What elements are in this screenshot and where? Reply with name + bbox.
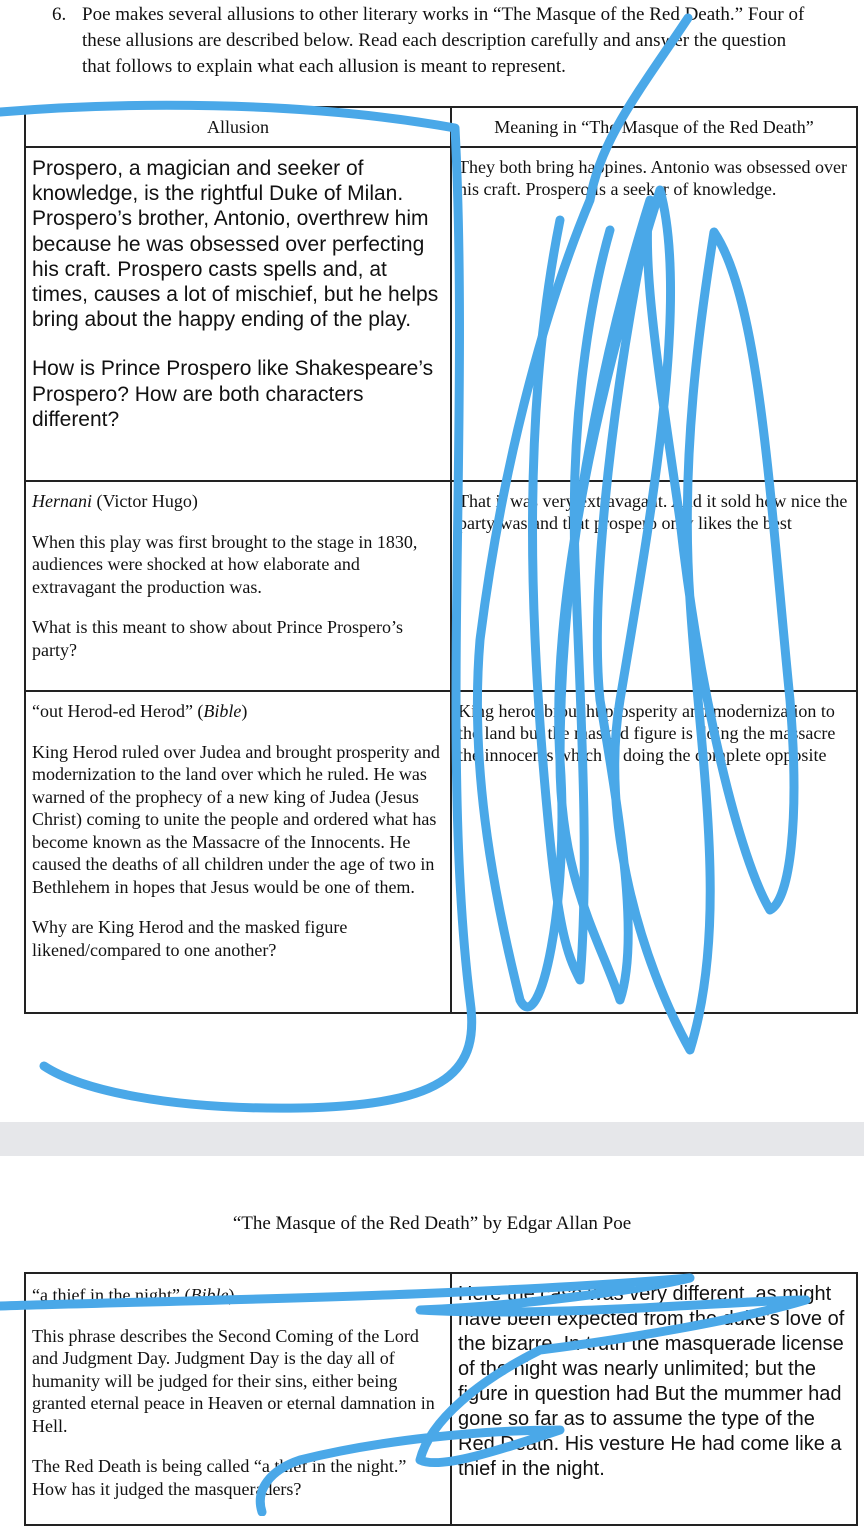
- allusion-question: The Red Death is being called “a thief in the night.” How has it judged the masqueraders?: [32, 1456, 407, 1499]
- allusion-table-continued: [24, 1272, 858, 1526]
- allusion-title: “a thief in the night” (Bible): [32, 1285, 235, 1305]
- table-row: [25, 147, 857, 481]
- table-row: [25, 691, 857, 1013]
- answer-cell[interactable]: [451, 691, 857, 1013]
- table-header-row: [25, 107, 857, 147]
- allusion-description: Prospero, a magician and seeker of knowledge, is the rightful Duke of Milan. Prospero’s brother, Antonio, overthrew him because he was obsessed over perfecting his craft. Prospero casts spells and, at times, causes a lot of mischief, but he helps bring about the happy ending of the play.: [32, 157, 439, 332]
- allusion-question: How is Prince Prospero like Shakespeare’s Prospero? How are both characters different?: [32, 357, 434, 431]
- answer-text: That it was very extravagant. And it sold how nice the party was and that prospero only likes the best: [458, 491, 848, 533]
- page-separator: [0, 1122, 864, 1156]
- document-title: “The Masque of the Red Death” by Edgar Allan Poe: [232, 1213, 632, 1234]
- allusion-question: Why are King Herod and the masked figure likened/compared to one another?: [32, 917, 348, 960]
- header-meaning: Meaning in “The Masque of the Red Death”: [451, 107, 857, 147]
- answer-cell[interactable]: [451, 481, 857, 691]
- header-allusion: Allusion: [25, 107, 451, 147]
- table-row: [25, 1273, 857, 1525]
- answer-text: Here the case was very different, as might have been expected from the duke's love of the bizarre. In truth the masquerade license of the night was nearly unlimited; but the figure in question had But the mummer had gone so far as to assume the type of the Red Death. His vesture He had come like a thief in the night.: [458, 1283, 845, 1480]
- allusion-title: “out Herod-ed Herod” (Bible): [32, 701, 248, 721]
- allusion-description: This phrase describes the Second Coming of the Lord and Judgment Day. Judgment Day is the day all of humanity will be judged for their sins, either being granted eternal peace in Heaven or eternal damnation in Hell.: [32, 1325, 435, 1436]
- allusion-cell: [25, 1273, 451, 1525]
- allusion-cell: [25, 481, 451, 691]
- allusion-cell: [25, 147, 451, 481]
- question-text: Poe makes several allusions to other literary works in “The Masque of the Red Death.” Four of these allusions are described below. Read each description carefully and answer the question that follows to explain what each allusion is meant to represent.: [82, 4, 805, 77]
- allusion-description: King Herod ruled over Judea and brought prosperity and modernization to the land over which he ruled. He was warned of the prophecy of a new king of Judea (Jesus Christ) coming to unite the people and ordered what has become known as the Massacre of the Innocents. He caused the deaths of all children under the age of two in Bethlehem in hopes that Jesus would be one of them.: [32, 741, 440, 897]
- question-number: 6.: [52, 4, 67, 25]
- allusion-description: When this play was first brought to the stage in 1830, audiences were shocked at how elaborate and extravagant the production was.: [32, 531, 418, 597]
- allusion-title: Hernani (Victor Hugo): [32, 491, 198, 511]
- allusion-cell: [25, 691, 451, 1013]
- answer-cell[interactable]: [451, 1273, 857, 1525]
- answer-cell[interactable]: [451, 147, 857, 481]
- table-row: [25, 481, 857, 691]
- allusion-question: What is this meant to show about Prince Prospero’s party?: [32, 617, 403, 660]
- answer-text: They both bring happines. Antonio was obsessed over his craft. Prospero is a seeker of knowledge.: [458, 157, 847, 199]
- allusion-table: [24, 106, 858, 1014]
- answer-text: King herod brought prosperity and modernization to the land but the masked figure is doing the massacre the innocents which is doing the complete opposite: [458, 701, 836, 765]
